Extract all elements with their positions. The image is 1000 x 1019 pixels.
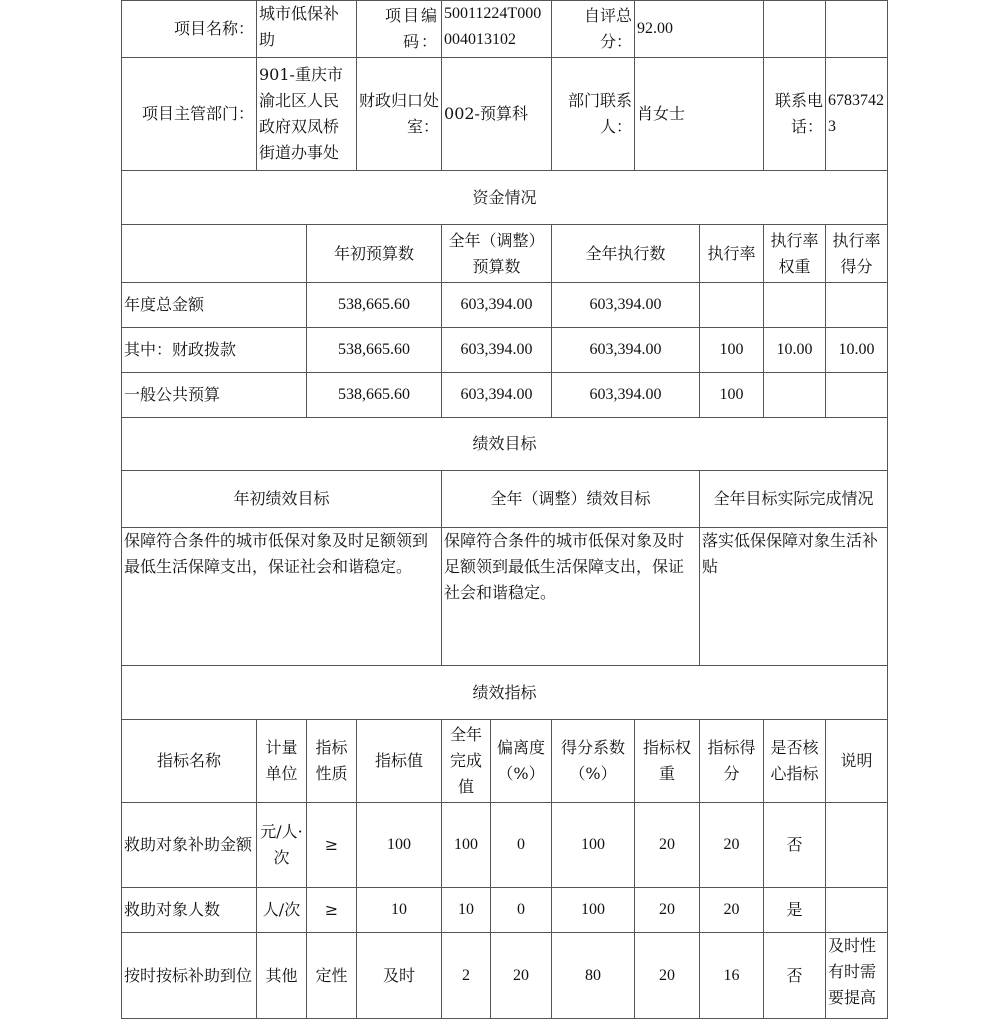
funds-rate: 100	[700, 373, 764, 418]
ind-col-actual: 全年完成值	[442, 720, 491, 803]
ind-target: 及时	[357, 933, 442, 1019]
ind-col-nature: 指标性质	[307, 720, 357, 803]
dept-label: 项目主管部门：	[122, 58, 257, 171]
funds-col-weight: 执行率权重	[764, 225, 826, 283]
ind-name: 救助对象补助金额	[122, 803, 257, 888]
phone-value: 67837423	[826, 58, 888, 171]
dept-value: 901-重庆市渝北区人民政府双凤桥街道办事处	[257, 58, 357, 171]
ind-target: 10	[357, 888, 442, 933]
funds-adjusted: 603,394.00	[442, 283, 552, 328]
ind-deviation: 20	[491, 933, 552, 1019]
ind-col-note: 说明	[826, 720, 888, 803]
project-name-value: 城市低保补助	[257, 1, 357, 58]
funds-weight	[764, 283, 826, 328]
ind-nature: ≥	[307, 888, 357, 933]
funds-weight: 10.00	[764, 328, 826, 373]
ind-actual: 100	[442, 803, 491, 888]
funds-col-score: 执行率得分	[826, 225, 888, 283]
performance-evaluation-table	[121, 0, 888, 1019]
ind-note	[826, 888, 888, 933]
indicators-section-title: 绩效指标	[122, 666, 888, 720]
ind-target: 100	[357, 803, 442, 888]
contact-label: 部门联系人：	[552, 58, 635, 171]
ind-unit: 人/次	[257, 888, 307, 933]
goal-actual-text: 落实低保保障对象生活补贴	[700, 528, 888, 666]
ind-note	[826, 803, 888, 888]
ind-core: 否	[764, 933, 826, 1019]
funds-rate: 100	[700, 328, 764, 373]
ind-weight: 20	[635, 803, 700, 888]
self-score-value: 92.00	[635, 1, 764, 58]
funds-score	[826, 373, 888, 418]
funds-header-row	[122, 225, 888, 283]
funds-col-executed: 全年执行数	[552, 225, 700, 283]
goals-col-initial: 年初绩效目标	[122, 471, 442, 528]
ind-core: 是	[764, 888, 826, 933]
blank-cell	[764, 1, 826, 58]
funds-executed: 603,394.00	[552, 328, 700, 373]
funds-row	[122, 373, 888, 418]
funds-col-initial: 年初预算数	[307, 225, 442, 283]
blank-cell	[122, 225, 307, 283]
funds-col-rate: 执行率	[700, 225, 764, 283]
ind-col-core: 是否核心指标	[764, 720, 826, 803]
funds-initial: 538,665.60	[307, 283, 442, 328]
goals-header-row	[122, 471, 888, 528]
funds-row	[122, 328, 888, 373]
indicator-row	[122, 803, 888, 888]
funds-weight	[764, 373, 826, 418]
ind-name: 救助对象人数	[122, 888, 257, 933]
funds-rate	[700, 283, 764, 328]
ind-deviation: 0	[491, 803, 552, 888]
funds-row-name: 一般公共预算	[122, 373, 307, 418]
ind-nature: 定性	[307, 933, 357, 1019]
ind-col-deviation: 偏离度（%）	[491, 720, 552, 803]
goals-content-row	[122, 528, 888, 666]
goal-initial-text: 保障符合条件的城市低保对象及时足额领到最低生活保障支出，保证社会和谐稳定。	[122, 528, 442, 666]
funds-row-name: 其中：财政拨款	[122, 328, 307, 373]
finance-office-label: 财政归口处室：	[357, 58, 442, 171]
ind-deviation: 0	[491, 888, 552, 933]
funds-adjusted: 603,394.00	[442, 328, 552, 373]
ind-score: 20	[700, 803, 764, 888]
self-score-label: 自评总分：	[552, 1, 635, 58]
indicators-header-row	[122, 720, 888, 803]
funds-executed: 603,394.00	[552, 283, 700, 328]
ind-coef: 80	[552, 933, 635, 1019]
funds-score	[826, 283, 888, 328]
ind-col-weight: 指标权重	[635, 720, 700, 803]
goals-col-adjusted: 全年（调整）绩效目标	[442, 471, 700, 528]
goals-section-title: 绩效目标	[122, 418, 888, 471]
project-code-value: 50011224T000004013102	[442, 1, 552, 58]
phone-label: 联系电话：	[764, 58, 826, 171]
funds-score: 10.00	[826, 328, 888, 373]
ind-score: 20	[700, 888, 764, 933]
indicator-row	[122, 888, 888, 933]
header-row-project	[122, 1, 888, 58]
ind-nature: ≥	[307, 803, 357, 888]
ind-coef: 100	[552, 803, 635, 888]
ind-unit: 其他	[257, 933, 307, 1019]
funds-initial: 538,665.60	[307, 328, 442, 373]
goals-col-actual: 全年目标实际完成情况	[700, 471, 888, 528]
funds-initial: 538,665.60	[307, 373, 442, 418]
ind-col-name: 指标名称	[122, 720, 257, 803]
funds-section-title: 资金情况	[122, 171, 888, 225]
ind-col-coef: 得分系数（%）	[552, 720, 635, 803]
project-name-label: 项目名称：	[122, 1, 257, 58]
ind-unit: 元/人·次	[257, 803, 307, 888]
ind-col-target: 指标值	[357, 720, 442, 803]
goal-adjusted-text: 保障符合条件的城市低保对象及时足额领到最低生活保障支出，保证社会和谐稳定。	[442, 528, 700, 666]
ind-actual: 2	[442, 933, 491, 1019]
ind-core: 否	[764, 803, 826, 888]
finance-office-value: 002-预算科	[442, 58, 552, 171]
funds-executed: 603,394.00	[552, 373, 700, 418]
funds-col-adjusted: 全年（调整）预算数	[442, 225, 552, 283]
ind-coef: 100	[552, 888, 635, 933]
ind-col-score: 指标得分	[700, 720, 764, 803]
header-row-department	[122, 58, 888, 171]
ind-weight: 20	[635, 888, 700, 933]
indicator-row	[122, 933, 888, 1019]
blank-cell	[826, 1, 888, 58]
contact-value: 肖女士	[635, 58, 764, 171]
funds-row	[122, 283, 888, 328]
funds-adjusted: 603,394.00	[442, 373, 552, 418]
ind-actual: 10	[442, 888, 491, 933]
ind-note: 及时性有时需要提高	[826, 933, 888, 1019]
ind-score: 16	[700, 933, 764, 1019]
funds-row-name: 年度总金额	[122, 283, 307, 328]
ind-weight: 20	[635, 933, 700, 1019]
project-code-label: 项目编码：	[357, 1, 442, 58]
ind-col-unit: 计量单位	[257, 720, 307, 803]
ind-name: 按时按标补助到位	[122, 933, 257, 1019]
